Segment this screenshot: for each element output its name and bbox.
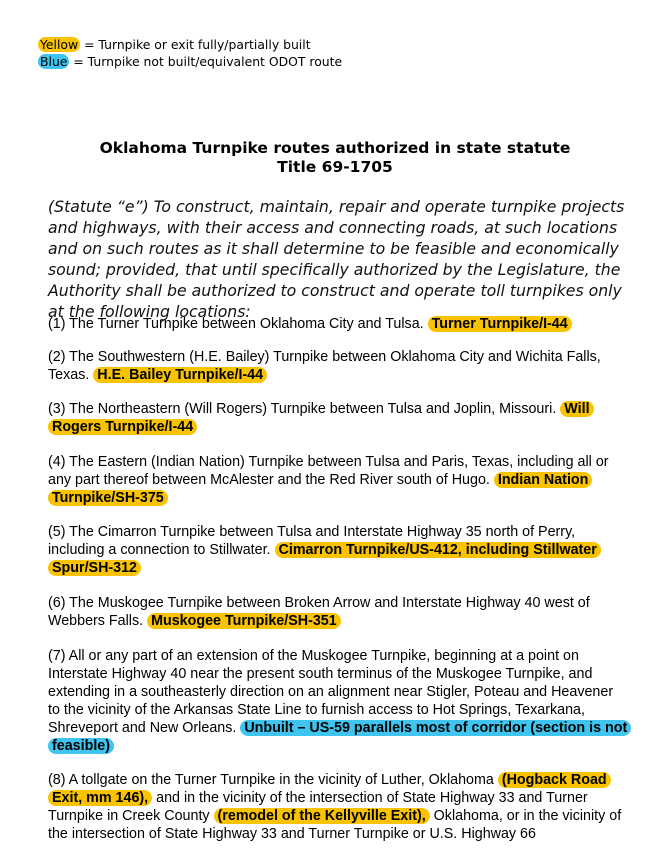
route-item: [48, 315, 628, 333]
built-highlight: H.E. Bailey Turnpike/I-44: [93, 367, 267, 383]
route-item: [48, 348, 628, 384]
legend-yellow-text: = Turnpike or exit fully/partially built: [80, 37, 311, 52]
legend-yellow: [38, 36, 342, 53]
built-highlight: Muskogee Turnpike/SH-351: [147, 613, 341, 629]
built-highlight: Will Rogers Turnpike/I-44: [48, 401, 594, 435]
yellow-swatch: Yellow: [40, 37, 79, 52]
built-highlight: Cimarron Turnpike/US-412, including Stillwater Spur/SH-312: [48, 542, 601, 576]
built-highlight: (Hogback Road Exit, mm 146),: [48, 772, 611, 806]
route-item: [48, 453, 628, 507]
route-text: (4) The Eastern (Indian Nation) Turnpike between Tulsa and Paris, Texas, including all or any part thereof between McAlester and the Red River south of Hugo.: [48, 454, 609, 488]
legend-blue: [38, 53, 342, 70]
unbuilt-highlight: Unbuilt – US-59 parallels most of corridor (section is not feasible): [48, 720, 631, 754]
blue-swatch: Blue: [40, 54, 68, 69]
legend-blue-text: = Turnpike not built/equivalent ODOT route: [69, 54, 343, 69]
route-item: [48, 771, 628, 843]
built-highlight: Indian Nation Turnpike/SH-375: [48, 472, 592, 506]
route-item: [48, 647, 628, 755]
route-text: (7) All or any part of an extension of the Muskogee Turnpike, beginning at a point on Interstate Highway 40 near the present south terminus of the Muskogee Turnpike, and extending in a southeasterly direction on an alignment near Stigler, Poteau and Heavener to the vicinity of the Arkansas State Line to furnish access to Hot Springs, Texarkana, Shreveport and New Orleans.: [48, 648, 614, 736]
built-highlight: (remodel of the Kellyville Exit),: [214, 808, 430, 824]
route-text: (3) The Northeastern (Will Rogers) Turnpike between Tulsa and Joplin, Missouri.: [48, 401, 561, 417]
route-text: (8) A tollgate on the Turner Turnpike in the vicinity of Luther, Oklahoma: [48, 772, 498, 788]
route-list: [48, 315, 628, 858]
route-text: (1) The Turner Turnpike between Oklahoma City and Tulsa.: [48, 316, 428, 332]
route-text: (6) The Muskogee Turnpike between Broken Arrow and Interstate Highway 40 west of Webbers Falls.: [48, 595, 590, 629]
statute-paragraph: (Statute “e”) To construct, maintain, repair and operate turnpike projects and highways, with their access and connecting roads, at such locations and on such routes as it shall determine to be feasible and economically sound; provided, that until specifically authorized by the Legislature, the Authority shall be authorized to construct and operate toll turnpikes only at the following locations:: [48, 197, 625, 321]
legend: [38, 36, 342, 70]
built-highlight: Turner Turnpike/I-44: [428, 316, 572, 332]
route-text: and in the vicinity of the intersection of State Highway 33 and Turner Turnpike in Creek County: [48, 790, 588, 824]
route-item: [48, 523, 628, 577]
route-text: Oklahoma, or in the vicinity of the intersection of State Highway 33 and Turner Turnpike or U.S. Highway 66: [48, 808, 622, 842]
route-text: (5) The Cimarron Turnpike between Tulsa and Interstate Highway 35 north of Perry, including a connection to Stillwater.: [48, 524, 576, 558]
page-title: Oklahoma Turnpike routes authorized in state statute: [99, 139, 571, 157]
route-item: [48, 400, 628, 436]
route-text: (2) The Southwestern (H.E. Bailey) Turnpike between Oklahoma City and Wichita Falls, Texas.: [48, 349, 601, 383]
route-item: [48, 594, 628, 630]
page-subtitle: Title 69-1705: [277, 158, 393, 176]
